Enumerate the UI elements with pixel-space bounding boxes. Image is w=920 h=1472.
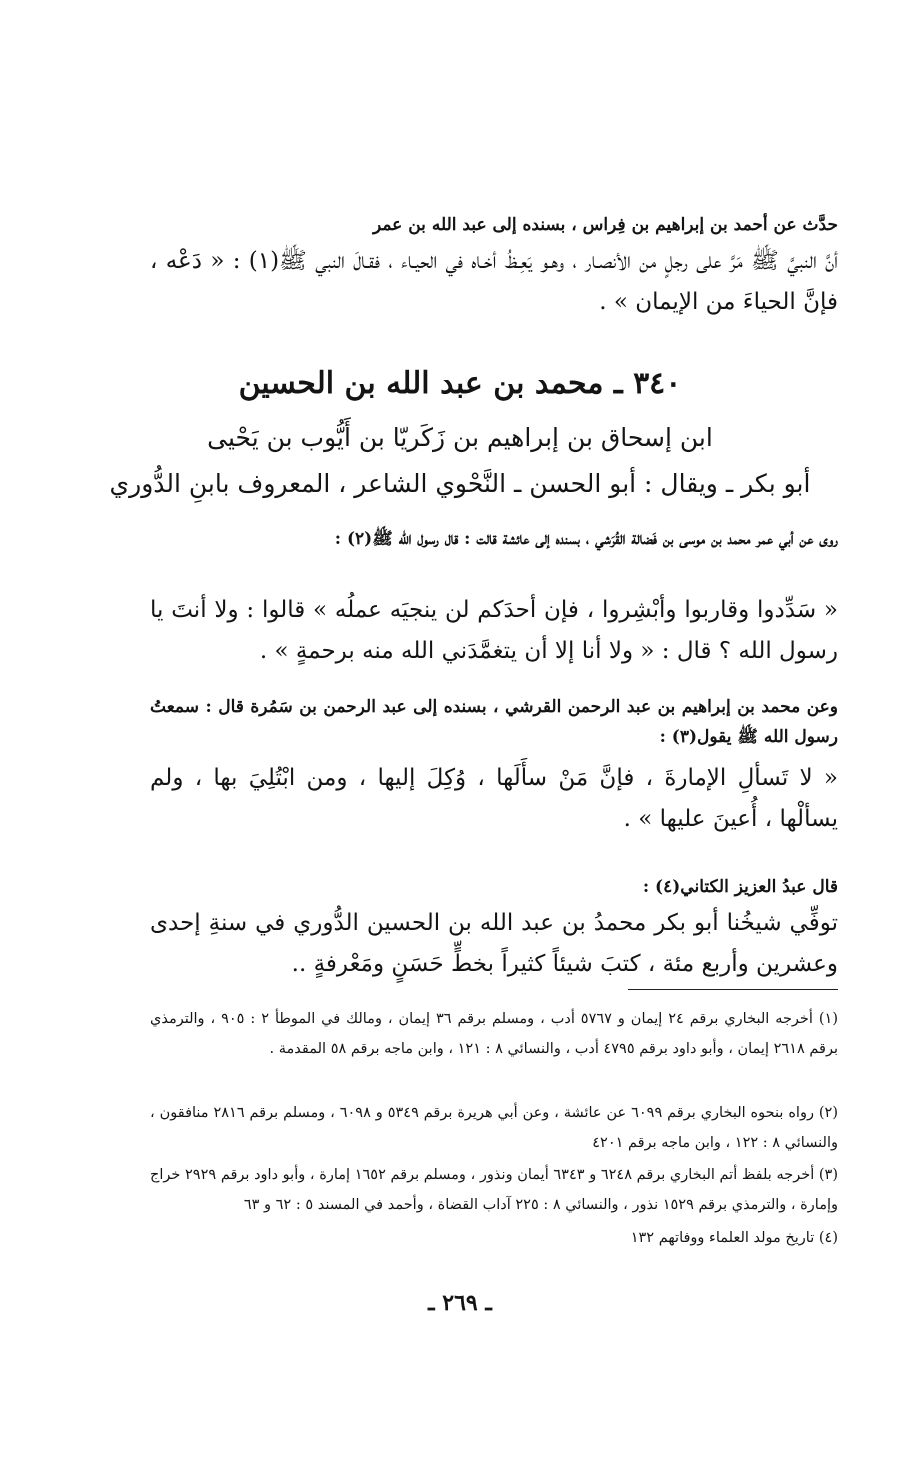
narration-1-intro: روى عن أبي عمر محمد بن موسى بن فَضالة القُرَشي ، بسنده إلى عائشة قالت : قال رسول الله ﷺ(٢) :	[334, 529, 838, 549]
narration-2-intro: وعن محمد بن إبراهيم بن عبد الرحمن القرشي ، بسنده إلى عبد الرحمن بن سَمُرة قال : سمعتُ رسول الله ﷺ يقول(٣) :	[150, 697, 838, 747]
prev-chain: حدَّث عن أحمد بن إبراهيم بن فِراس ، بسنده إلى عبد الله بن عمر	[372, 215, 838, 235]
entry-lineage: ابن إسحاق بن إبراهيم بن زَكَريّا بن أَيُّوب بن يَحْيى	[207, 423, 713, 452]
narration-3-intro: قال عبدُ العزيز الكتاني(٤) :	[642, 877, 838, 897]
footnote-4: (٤) تاريخ مولد العلماء ووفاتهم ١٣٢	[630, 1230, 838, 1246]
page-number: ـ ٢٦٩ ـ	[428, 1290, 492, 1316]
footnote-1: (١) أخرجه البخاري برقم ٢٤ إيمان و ٥٧٦٧ أدب ، ومسلم برقم ٣٦ إيمان ، ومالك في الموطأ ٢ : ٩٠٥ ، والترمذي برقم ٢٦١٨ إيمان ، وأبو داود برقم ٤٧٩٥ أدب ، والنسائي ٨ : ١٢١ ، وابن ماجه برقم ٥٨ المقدمة .	[150, 1011, 838, 1057]
prev-hadith: أنَّ النبيَّ ﷺ مَرَّ على رجلٍ من الأنصـار ، وهـو يَعِـظُ أخـاه في الحيـاء ، فقـالَ النبي ﷺ(١) : « دَعْه ، فإنَّ الحياءَ من الإيمان » .	[150, 248, 838, 315]
narration-3-text: توفِّي شيخُنا أبو بكر محمدُ بن عبد الله بن الحسين الدُّوري في سنةِ إحدى وعشرين وأربع مئة ، كتبَ شيئاً كثيراً بخطٍّ حَسَنٍ ومَعْرفةٍ ..	[150, 910, 838, 977]
narration-1-text: « سَدِّدوا وقاربوا وأبْشِروا ، فإن أحدَكم لن ينجيَه عملُه » قالوا : ولا أنتَ يا رسول الله ؟ قال : « ولا أنا إلا أن يتغمَّدَني الله منه برحمةٍ » .	[150, 597, 838, 664]
entry-kunya: أبو بكر ـ ويقال : أبو الحسن ـ النَّحْوي الشاعر ، المعروف بابنِ الدُّوري	[109, 469, 811, 498]
footnote-2: (٢) رواه بنحوه البخاري برقم ٦٠٩٩ عن عائشة ، وعن أبي هريرة برقم ٥٣٤٩ و ٦٠٩٨ ، ومسلم برقم ٢٨١٦ منافقون ، والنسائي ٨ : ١٢٢ ، وابن ماجه برقم ٤٢٠١	[150, 1105, 838, 1151]
entry-title: ٣٤٠ ـ محمد بن عبد الله بن الحسين	[238, 366, 682, 401]
footnote-divider	[628, 989, 838, 990]
footnote-3: (٣) أخرجه بلفظ أتم البخاري برقم ٦٢٤٨ و ٦٣٤٣ أيمان ونذور ، ومسلم برقم ١٦٥٢ إمارة ، وأبو داود برقم ٢٩٢٩ خراج وإمارة ، والترمذي برقم ١٥٢٩ نذور ، والنسائي ٨ : ٢٢٥ آداب القضاة ، وأحمد في المسند ٥ : ٦٢ و ٦٣	[150, 1167, 838, 1213]
narration-2-text: « لا تَسألِ الإمارةَ ، فإنَّ مَنْ سأَلَها ، وُكِلَ إليها ، ومن ابْتُلِيَ بها ، ولم يسألْها ، أُعينَ عليها » .	[150, 765, 838, 832]
